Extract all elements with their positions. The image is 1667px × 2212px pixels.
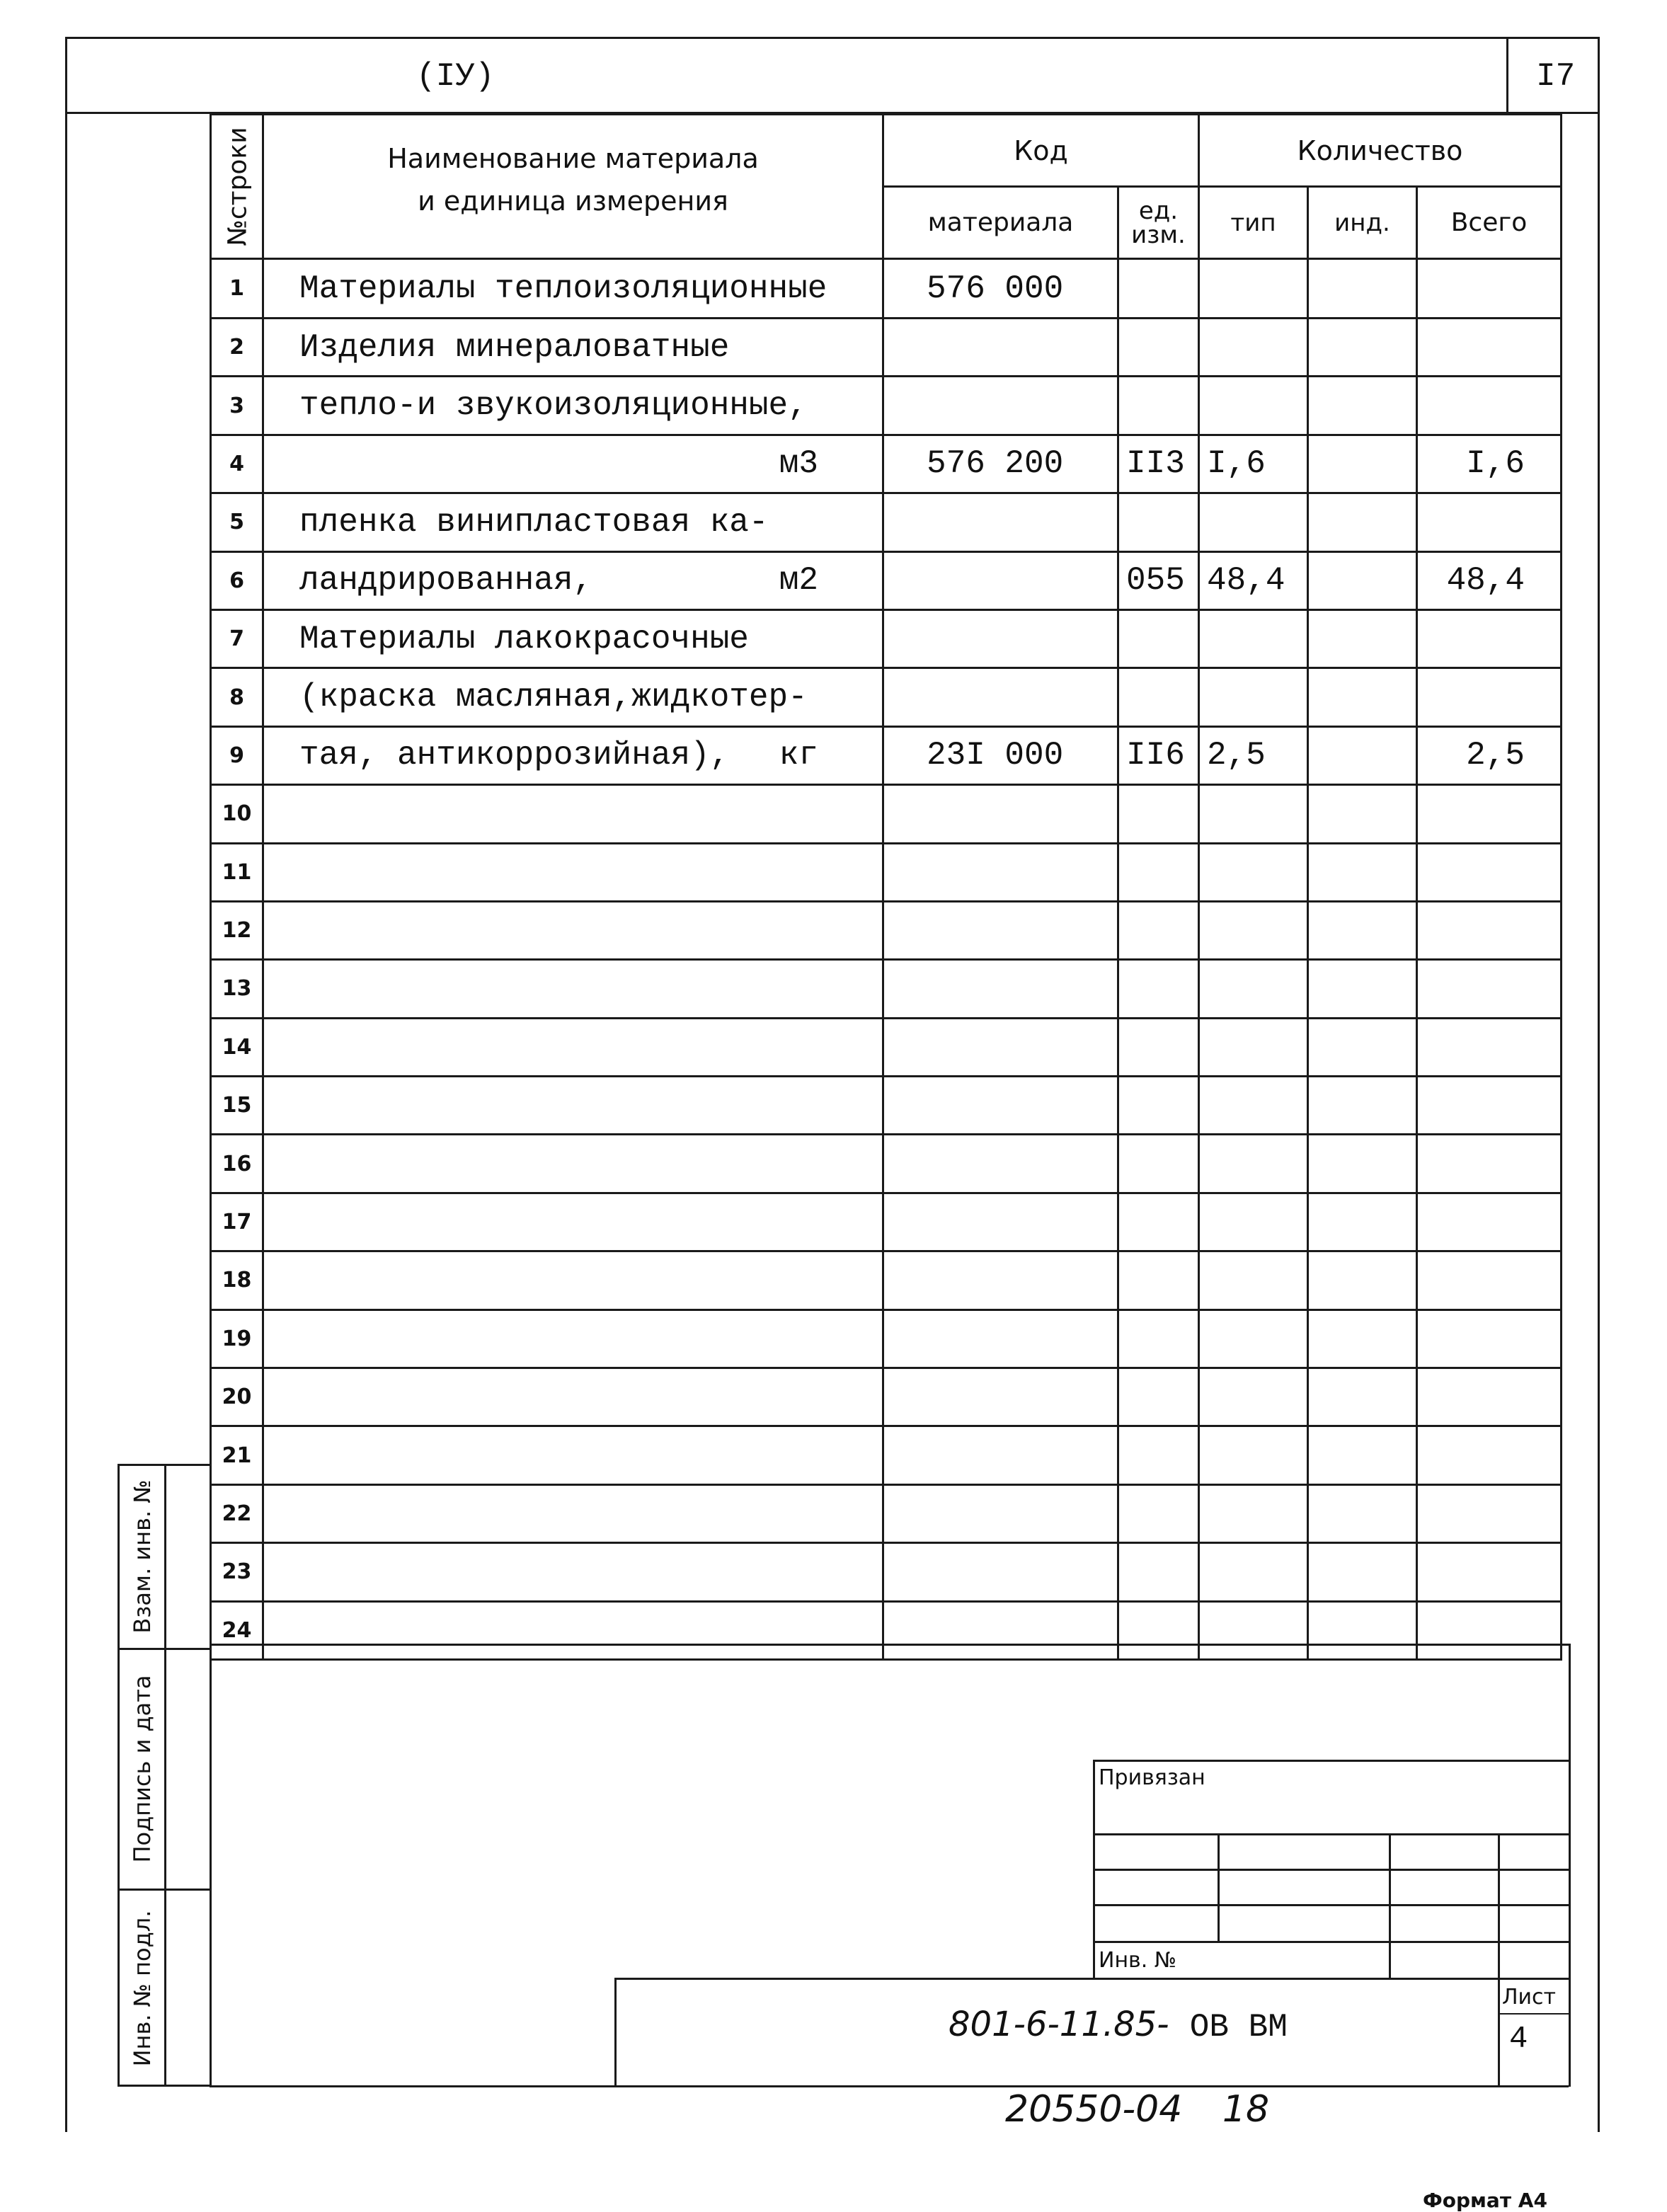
row-number: 16: [211, 1135, 263, 1193]
row-number: 9: [211, 726, 263, 784]
row-number: 21: [211, 1426, 263, 1484]
row-qty-total: [1417, 1251, 1562, 1310]
row-material-code: [883, 1543, 1118, 1601]
privyazan-div-2: [1389, 1833, 1391, 1978]
row-qty-type: [1199, 1543, 1308, 1601]
row-name: [263, 843, 883, 901]
sheet-label: Лист: [1502, 1985, 1557, 2010]
table-row: [211, 1484, 1562, 1542]
row-name: [263, 319, 883, 377]
row-number: 23: [211, 1543, 263, 1601]
row-qty-type: [1199, 843, 1308, 901]
col-code-unit: ед. изм.: [1118, 187, 1199, 259]
table-row: [211, 435, 1562, 493]
row-qty-total: 2,5: [1417, 726, 1562, 784]
row-name-text: (краска масляная,жидкотер-: [299, 679, 808, 716]
table-row: [211, 319, 1562, 377]
privyazan-label: Привязан: [1099, 1765, 1205, 1790]
row-unit-code: [1118, 960, 1199, 1018]
table-row: [211, 843, 1562, 901]
row-qty-total: [1417, 493, 1562, 551]
row-name: [263, 1018, 883, 1076]
row-qty-total: [1417, 1601, 1562, 1659]
row-unit-code: [1118, 1135, 1199, 1193]
side-stamp-podpis: Подпись и дата: [129, 1675, 156, 1863]
sheet-number: 4: [1509, 2022, 1528, 2057]
table-row: [211, 1368, 1562, 1426]
row-material-code: [883, 668, 1118, 726]
row-unit-code: [1118, 377, 1199, 435]
row-unit: м2: [779, 562, 818, 600]
row-unit-code: [1118, 1310, 1199, 1368]
format-label: Формат А4: [1423, 2189, 1547, 2212]
row-qty-ind: [1308, 259, 1417, 319]
row-number: 15: [211, 1077, 263, 1135]
row-qty-total: [1417, 319, 1562, 377]
row-qty-ind: [1308, 1601, 1417, 1659]
row-material-code: [883, 1018, 1118, 1076]
row-unit-code: [1118, 609, 1199, 667]
row-material-code: 576 200: [883, 435, 1118, 493]
table-row: [211, 609, 1562, 667]
row-name: [263, 1484, 883, 1542]
row-qty-total: [1417, 609, 1562, 667]
row-name: [263, 1426, 883, 1484]
row-qty-total: [1417, 785, 1562, 843]
row-name: [263, 1193, 883, 1251]
row-qty-type: 2,5: [1199, 726, 1308, 784]
row-name-text: Материалы лакокрасочные: [299, 620, 749, 658]
side-stamp-vzam: Взам. инв. №: [129, 1479, 156, 1634]
row-material-code: [883, 1368, 1118, 1426]
table-row: [211, 1543, 1562, 1601]
row-qty-type: [1199, 1077, 1308, 1135]
col-qty-ind: инд.: [1308, 187, 1417, 259]
row-unit-code: [1118, 785, 1199, 843]
table-row: [211, 726, 1562, 784]
row-unit-code: [1118, 1601, 1199, 1659]
row-number: 3: [211, 377, 263, 435]
row-unit-code: [1118, 1543, 1199, 1601]
row-material-code: 23I 000: [883, 726, 1118, 784]
row-qty-type: [1199, 1426, 1308, 1484]
row-qty-total: [1417, 1368, 1562, 1426]
row-unit: кг: [779, 737, 818, 774]
row-qty-type: [1199, 609, 1308, 667]
archive-no: 20550-04: [1005, 2088, 1183, 2131]
row-unit-code: II6: [1118, 726, 1199, 784]
row-unit-code: [1118, 493, 1199, 551]
row-name: [263, 668, 883, 726]
row-qty-type: I,6: [1199, 435, 1308, 493]
row-material-code: 576 000: [883, 259, 1118, 319]
row-material-code: [883, 1135, 1118, 1193]
inv-no-label: Инв. №: [1099, 1948, 1177, 1973]
row-qty-ind: [1308, 843, 1417, 901]
section-label: (IУ): [416, 58, 495, 95]
row-qty-ind: [1308, 1310, 1417, 1368]
row-material-code: [883, 551, 1118, 609]
table-row: [211, 1018, 1562, 1076]
row-name: [263, 493, 883, 551]
row-qty-total: [1417, 1077, 1562, 1135]
row-number: 6: [211, 551, 263, 609]
row-name: [263, 1077, 883, 1135]
row-qty-type: [1199, 1251, 1308, 1310]
table-row: [211, 1601, 1562, 1659]
row-qty-total: [1417, 1543, 1562, 1601]
row-qty-type: [1199, 668, 1308, 726]
row-qty-type: [1199, 1018, 1308, 1076]
archive-page: 18: [1222, 2088, 1270, 2131]
row-qty-type: 48,4: [1199, 551, 1308, 609]
row-name: [263, 1310, 883, 1368]
row-unit-code: [1118, 319, 1199, 377]
row-material-code: [883, 843, 1118, 901]
row-qty-ind: [1308, 1135, 1417, 1193]
row-number: 1: [211, 259, 263, 319]
row-qty-ind: [1308, 1426, 1417, 1484]
table-row: [211, 1193, 1562, 1251]
col-qty-total: Всего: [1417, 187, 1562, 259]
col-name: Наименование материала и единица измерения: [263, 115, 883, 259]
col-qty-group: Количество: [1199, 115, 1562, 187]
row-name: [263, 1135, 883, 1193]
row-number: 20: [211, 1368, 263, 1426]
doc-code-number: 801-6-11.85-: [949, 2005, 1169, 2044]
row-number: 4: [211, 435, 263, 493]
doc-code-left-edge: [614, 1978, 617, 2087]
archive-number: [1005, 2088, 1269, 2131]
row-qty-ind: [1308, 726, 1417, 784]
table-row: [211, 377, 1562, 435]
row-number: 17: [211, 1193, 263, 1251]
row-qty-type: [1199, 1368, 1308, 1426]
row-qty-ind: [1308, 319, 1417, 377]
row-qty-type: [1199, 259, 1308, 319]
row-material-code: [883, 493, 1118, 551]
row-material-code: [883, 960, 1118, 1018]
row-qty-ind: [1308, 1251, 1417, 1310]
row-qty-ind: [1308, 785, 1417, 843]
row-qty-total: [1417, 668, 1562, 726]
row-qty-total: [1417, 259, 1562, 319]
row-qty-total: [1417, 1310, 1562, 1368]
row-name: [263, 1601, 883, 1659]
col-row-no: №строки: [211, 115, 263, 259]
sheet-divider: [1498, 1978, 1500, 2087]
lower-left-edge: [210, 1644, 212, 2087]
row-qty-ind: [1308, 668, 1417, 726]
row-name: [263, 609, 883, 667]
row-qty-ind: [1308, 493, 1417, 551]
row-qty-ind: [1308, 435, 1417, 493]
row-qty-ind: [1308, 609, 1417, 667]
col-qty-type: тип: [1199, 187, 1308, 259]
row-qty-total: I,6: [1417, 435, 1562, 493]
row-number: 10: [211, 785, 263, 843]
table-row: [211, 668, 1562, 726]
doc-code: [949, 2005, 1288, 2046]
row-material-code: [883, 377, 1118, 435]
row-number: 2: [211, 319, 263, 377]
row-name-text: тая, антикоррозийная),: [299, 737, 730, 774]
row-qty-type: [1199, 1135, 1308, 1193]
row-material-code: [883, 785, 1118, 843]
row-unit-code: [1118, 1251, 1199, 1310]
row-number: 19: [211, 1310, 263, 1368]
row-unit-code: [1118, 1426, 1199, 1484]
row-name-text: тепло-и звукоизоляционные,: [299, 387, 808, 425]
row-name: [263, 901, 883, 959]
row-qty-type: [1199, 1601, 1308, 1659]
row-qty-type: [1199, 960, 1308, 1018]
row-qty-total: [1417, 1018, 1562, 1076]
row-qty-total: 48,4: [1417, 551, 1562, 609]
doc-code-suffix: ОВ ВМ: [1189, 2009, 1288, 2046]
privyazan-div-3: [1498, 1833, 1500, 1978]
row-unit-code: [1118, 1484, 1199, 1542]
row-unit-code: [1118, 668, 1199, 726]
row-qty-type: [1199, 377, 1308, 435]
row-number: 11: [211, 843, 263, 901]
row-name-text: Изделия минераловатные: [299, 328, 730, 366]
row-number: 12: [211, 901, 263, 959]
row-name-text: Материалы теплоизоляционные: [299, 270, 827, 307]
row-unit-code: [1118, 843, 1199, 901]
table-row: [211, 960, 1562, 1018]
row-number: 22: [211, 1484, 263, 1542]
table-row: [211, 901, 1562, 959]
row-material-code: [883, 1251, 1118, 1310]
row-material-code: [883, 901, 1118, 959]
row-number: 14: [211, 1018, 263, 1076]
side-stamp-inv-podl: Инв. № подл.: [129, 1910, 156, 2067]
side-stamp-rule-2: [118, 1889, 210, 1891]
row-number: 24: [211, 1601, 263, 1659]
row-unit-code: [1118, 901, 1199, 959]
row-name: [263, 435, 883, 493]
table-row: [211, 551, 1562, 609]
row-qty-ind: [1308, 1018, 1417, 1076]
row-unit-code: [1118, 1368, 1199, 1426]
row-unit-code: [1118, 259, 1199, 319]
row-number: 7: [211, 609, 263, 667]
row-qty-type: [1199, 493, 1308, 551]
table-row: [211, 493, 1562, 551]
row-qty-total: [1417, 843, 1562, 901]
row-qty-ind: [1308, 901, 1417, 959]
row-material-code: [883, 1310, 1118, 1368]
row-qty-ind: [1308, 1368, 1417, 1426]
table-row: [211, 259, 1562, 319]
row-qty-total: [1417, 1484, 1562, 1542]
row-number: 8: [211, 668, 263, 726]
side-stamp-divider: [164, 1464, 166, 2087]
col-code-material: материала: [883, 187, 1118, 259]
row-qty-ind: [1308, 377, 1417, 435]
row-name: [263, 1251, 883, 1310]
row-qty-ind: [1308, 1193, 1417, 1251]
row-qty-type: [1199, 319, 1308, 377]
row-unit: м3: [779, 445, 818, 483]
row-qty-total: [1417, 1193, 1562, 1251]
row-qty-total: [1417, 377, 1562, 435]
row-number: 13: [211, 960, 263, 1018]
row-material-code: [883, 1484, 1118, 1542]
row-unit-code: [1118, 1193, 1199, 1251]
row-number: 5: [211, 493, 263, 551]
table-row: [211, 785, 1562, 843]
row-name: [263, 785, 883, 843]
row-qty-total: [1417, 901, 1562, 959]
row-name: [263, 551, 883, 609]
table-row: [211, 1251, 1562, 1310]
row-name-text: пленка винипластовая ка-: [299, 503, 769, 541]
row-qty-total: [1417, 960, 1562, 1018]
table-bottom-rule: [210, 1644, 1569, 1646]
doc-code-top-rule: [614, 1978, 1569, 1980]
row-qty-ind: [1308, 1077, 1417, 1135]
row-material-code: [883, 609, 1118, 667]
row-material-code: [883, 319, 1118, 377]
table-row: [211, 1077, 1562, 1135]
row-unit-code: II3: [1118, 435, 1199, 493]
row-unit-code: [1118, 1077, 1199, 1135]
col-code-group: Код: [883, 115, 1199, 187]
materials-table: [210, 113, 1562, 1661]
table-row: [211, 1426, 1562, 1484]
sheet-label-rule: [1498, 2013, 1569, 2015]
row-qty-total: [1417, 1426, 1562, 1484]
row-name: [263, 377, 883, 435]
row-qty-ind: [1308, 1484, 1417, 1542]
row-number: 18: [211, 1251, 263, 1310]
lower-right-edge: [1569, 1644, 1571, 2087]
row-qty-type: [1199, 1193, 1308, 1251]
row-material-code: [883, 1193, 1118, 1251]
row-qty-type: [1199, 785, 1308, 843]
row-name: [263, 960, 883, 1018]
row-unit-code: 055: [1118, 551, 1199, 609]
row-qty-type: [1199, 1310, 1308, 1368]
row-name: [263, 259, 883, 319]
row-qty-type: [1199, 901, 1308, 959]
row-material-code: [883, 1426, 1118, 1484]
row-name: [263, 726, 883, 784]
row-qty-ind: [1308, 551, 1417, 609]
row-qty-ind: [1308, 960, 1417, 1018]
row-qty-type: [1199, 1484, 1308, 1542]
table-row: [211, 1135, 1562, 1193]
row-name-text: ландрированная,: [299, 562, 593, 600]
row-name: [263, 1368, 883, 1426]
row-qty-ind: [1308, 1543, 1417, 1601]
table-row: [211, 1310, 1562, 1368]
privyazan-div-1: [1218, 1833, 1220, 1941]
row-unit-code: [1118, 1018, 1199, 1076]
page-number-divider: [1506, 37, 1508, 113]
row-qty-total: [1417, 1135, 1562, 1193]
row-material-code: [883, 1601, 1118, 1659]
page-number: I7: [1536, 58, 1576, 95]
row-material-code: [883, 1077, 1118, 1135]
row-name: [263, 1543, 883, 1601]
bottom-rule: [210, 2085, 1569, 2087]
